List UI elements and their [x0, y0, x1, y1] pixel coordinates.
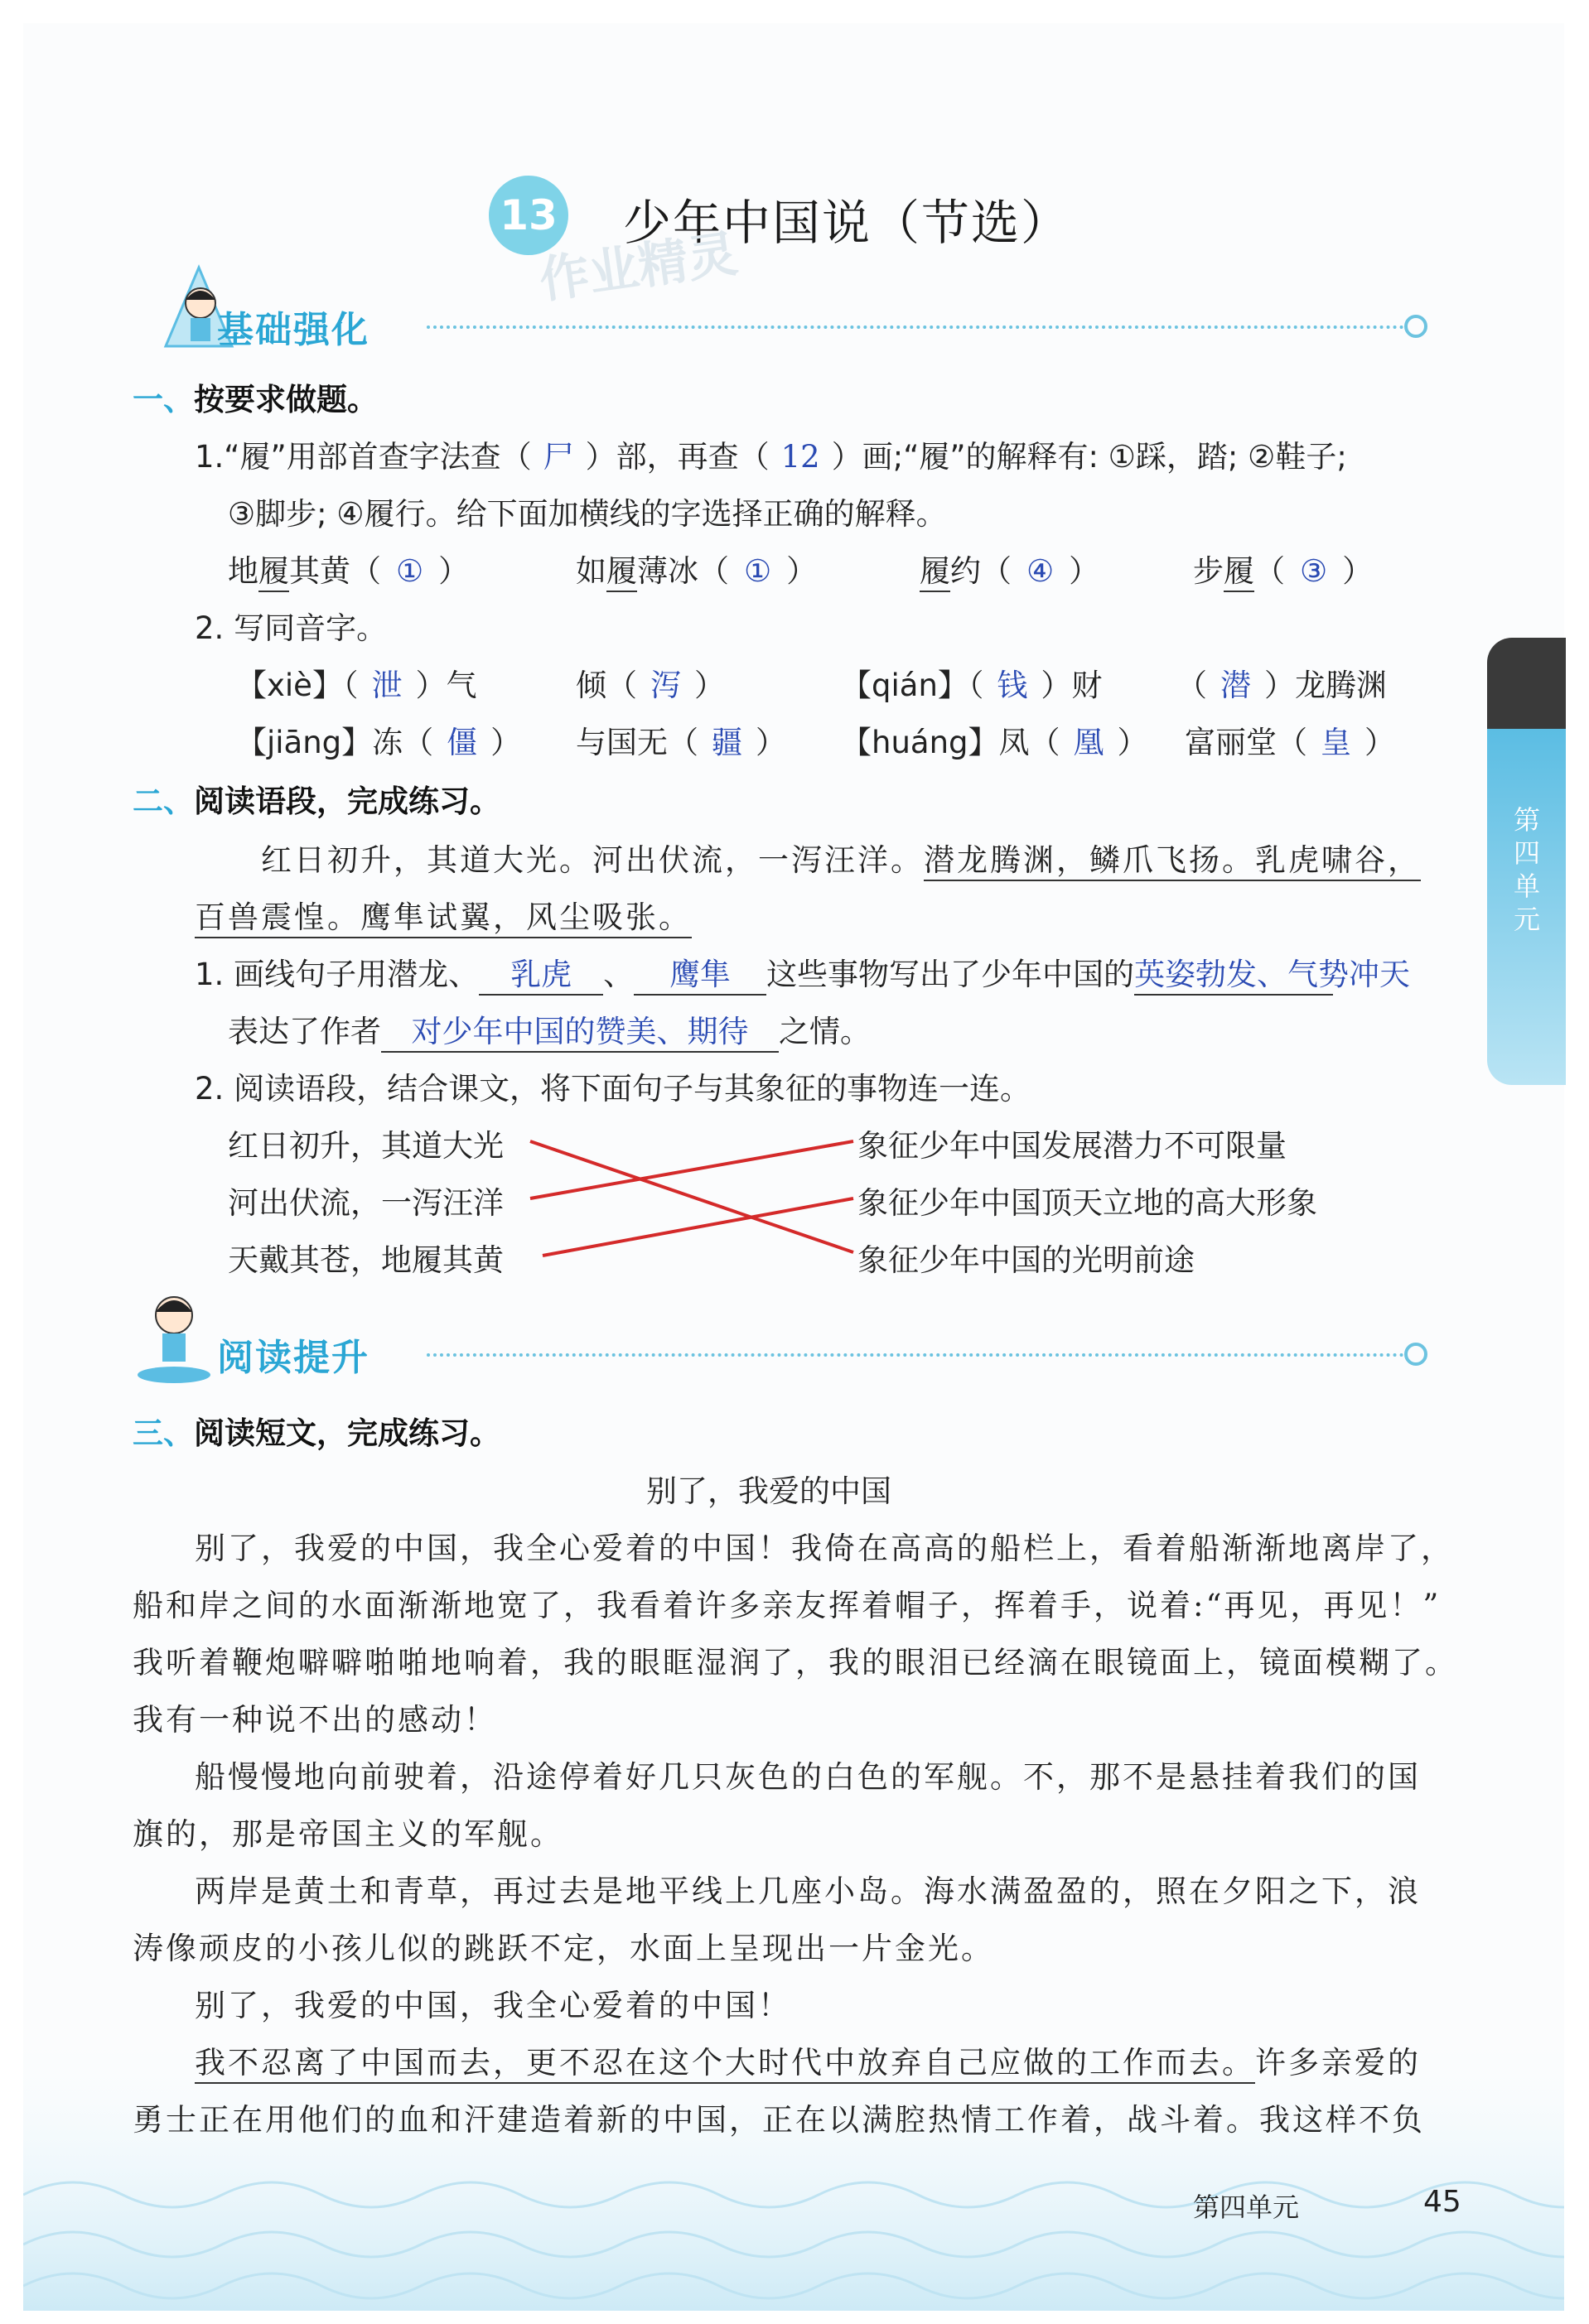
- homophone-after: ）: [694, 668, 725, 703]
- page-number: 45: [1423, 2185, 1461, 2219]
- homophone-answer: 皇: [1321, 725, 1351, 760]
- section-label-reading: 阅读提升: [217, 1337, 369, 1379]
- word-prefix: 步: [1193, 553, 1224, 589]
- unit-side-tab: [1487, 638, 1566, 1085]
- homophone-prompt: 倾（: [576, 668, 637, 703]
- homophone-after: ）: [1117, 725, 1148, 760]
- essay-line: 我听着鞭炮噼噼啪啪地响着，我的眼眶湿润了，我的眼泪已经滴在眼镜面上，镜面模糊了。: [133, 1645, 1458, 1680]
- match-left-item: 红日初升，其道大光: [228, 1128, 504, 1164]
- divider-end-icon: [1404, 1343, 1427, 1366]
- p2-q1-text: 之情。: [779, 1014, 871, 1049]
- homophone-after: ）龙腾渊: [1264, 668, 1387, 703]
- word-answer: ④: [1026, 553, 1055, 589]
- answer-blank: 英姿勃发、气势冲天: [1134, 949, 1333, 996]
- essay-line: 船和岸之间的水面渐渐地宽了，我看着许多亲友挥着帽子，挥着手，说着:“再见，再见！”: [133, 1588, 1442, 1623]
- homophone-prompt: 与国无（: [576, 725, 698, 760]
- q2-text: 2. 写同音字。: [195, 610, 388, 646]
- homophone-prompt: 【xiè】（: [236, 668, 359, 703]
- homophone-after: ）财: [1041, 668, 1103, 703]
- answer-blank: 鹰隼: [634, 949, 766, 996]
- word-prefix: 地: [228, 553, 258, 589]
- word-close: ）: [1342, 553, 1374, 589]
- essay-line: 勇士正在用他们的血和汗建造着新的中国，正在以满腔热情工作着，战斗着。我这样不负: [133, 2102, 1425, 2138]
- match-left-item: 河出伏流，一泻汪洋: [228, 1185, 504, 1221]
- homophone-answer: 僵: [447, 725, 478, 760]
- match-right-item: 象征少年中国的光明前途: [857, 1242, 1195, 1278]
- homophone-prompt: 【huáng】凤（: [841, 725, 1060, 760]
- part3-heading-text: 阅读短文，完成练习。: [194, 1415, 500, 1451]
- homophone-after: ）气: [415, 668, 477, 703]
- answer-blank: 乳虎: [479, 949, 603, 996]
- match-right-item: 象征少年中国顶天立地的高大形象: [857, 1185, 1317, 1221]
- essay-line: 别了，我爱的中国，我全心爱着的中国！我倚在高高的船栏上，看着船渐渐地离岸了，: [195, 1531, 1454, 1566]
- section-label-basic: 基础强化: [217, 309, 369, 351]
- q1-text-c: ）画;“履”的解释有: ①踩，踏; ②鞋子;: [831, 439, 1347, 475]
- word-answer: ③: [1300, 553, 1328, 589]
- answer-radical: 尸: [543, 439, 574, 475]
- lesson-number-badge: 13: [489, 176, 568, 255]
- essay-title: 别了，我爱的中国: [646, 1473, 891, 1509]
- underlined-char: 履: [606, 553, 637, 592]
- p2-q1-sep: 、: [603, 957, 635, 992]
- word-suffix: （: [1254, 553, 1285, 589]
- homophone-answer: 疆: [712, 725, 742, 760]
- answer-blank: 对少年中国的赞美、期待: [381, 1006, 779, 1053]
- match-line: [530, 1141, 853, 1252]
- underlined-char: 履: [258, 553, 289, 592]
- homophone-prompt: 富丽堂（: [1185, 725, 1307, 760]
- match-line: [530, 1141, 853, 1198]
- word-close: ）: [438, 553, 470, 589]
- word-prefix: 如: [576, 553, 606, 589]
- word-answer: ①: [744, 553, 772, 589]
- passage-underlined: 百兽震惶。鹰隼试翼，风尘吸张。: [195, 899, 692, 938]
- match-right-item: 象征少年中国发展潜力不可限量: [857, 1128, 1287, 1164]
- homophone-prompt: 【jiāng】冻（: [236, 725, 434, 760]
- homophone-answer: 泻: [650, 668, 681, 703]
- essay-line: 船慢慢地向前驶着，沿途停着好几只灰色的白色的军舰。不，那不是悬挂着我们的国: [195, 1759, 1421, 1795]
- homophone-prompt: （: [1176, 668, 1207, 703]
- essay-line: 旗的，那是帝国主义的军舰。: [133, 1816, 563, 1852]
- p2-q1-text: 1. 画线句子用潜龙、: [195, 957, 480, 992]
- part2-number: 二、: [133, 784, 194, 819]
- watermark: 作业精灵: [535, 224, 741, 311]
- essay-line: 涛像顽皮的小孩儿似的跳跃不定，水面上呈现出一片金光。: [133, 1931, 994, 1966]
- passage-underlined: 潜龙腾渊，鳞爪飞扬。乳虎啸谷，: [924, 842, 1421, 881]
- q1-line2: ③脚步; ④履行。给下面加横线的字选择正确的解释。: [228, 496, 947, 532]
- match-line: [543, 1198, 853, 1256]
- part3-heading: [133, 1408, 500, 1453]
- homophone-answer: 泄: [371, 668, 403, 703]
- part2-heading-text: 阅读语段，完成练习。: [194, 784, 500, 819]
- homophone-prompt: 【qián】（: [841, 668, 984, 703]
- footer-unit: 第四单元: [1193, 2191, 1300, 2223]
- part1-number: 一、: [133, 382, 194, 417]
- homophone-answer: 凰: [1073, 725, 1104, 760]
- match-left-item: 天戴其苍，地履其黄: [228, 1242, 504, 1278]
- p2-q1-text: 表达了作者: [228, 1014, 381, 1049]
- essay-line: 别了，我爱的中国，我全心爱着的中国！: [195, 1988, 791, 2023]
- underlined-char: 履: [1224, 553, 1254, 592]
- boy-mascot-icon: [133, 1282, 215, 1390]
- word-suffix: 约（: [950, 553, 1012, 589]
- p2-q1-text: 这些事物写出了少年中国的: [766, 957, 1135, 992]
- homophone-answer: 潜: [1220, 668, 1251, 703]
- lesson-title: 少年中国说（节选）: [623, 195, 1071, 251]
- q1-text-a: 1.“履”用部首查字法查（: [195, 439, 532, 475]
- part3-number: 三、: [133, 1415, 194, 1451]
- homophone-after: ）: [756, 725, 786, 760]
- p2-q2: 2. 阅读语段，结合课文，将下面句子与其象征的事物连一连。: [195, 1071, 1031, 1107]
- answer-strokes: 12: [780, 439, 820, 475]
- passage-text: 红日初升，其道大光。河出伏流，一泻汪洋。: [261, 842, 924, 878]
- essay-line: [195, 2037, 1421, 2082]
- word-close: ）: [1069, 553, 1100, 589]
- homophone-after: ）: [1364, 725, 1395, 760]
- side-tab-label: 第四单元: [1513, 804, 1540, 935]
- part1-heading-text: 按要求做题。: [194, 382, 378, 417]
- essay-line: 两岸是黄土和青草，再过去是地平线上几座小岛。海水满盈盈的，照在夕阳之下，浪: [195, 1873, 1421, 1909]
- homophone-answer: 钱: [997, 668, 1028, 703]
- word-suffix: 其黄（: [289, 553, 381, 589]
- q1-text-b: ）部，再查（: [585, 439, 770, 475]
- essay-text: 许多亲爱的: [1255, 2045, 1421, 2081]
- essay-line: 我有一种说不出的感动！: [133, 1702, 497, 1738]
- section-divider: [427, 1353, 1404, 1357]
- essay-underlined: 我不忍离了中国而去，更不忍在这个大时代中放弃自己应做的工作而去。: [195, 2045, 1255, 2084]
- word-answer: ①: [396, 553, 424, 589]
- underlined-char: 履: [920, 553, 950, 592]
- word-suffix: 薄冰（: [637, 553, 729, 589]
- word-close: ）: [786, 553, 818, 589]
- homophone-after: ）: [490, 725, 522, 760]
